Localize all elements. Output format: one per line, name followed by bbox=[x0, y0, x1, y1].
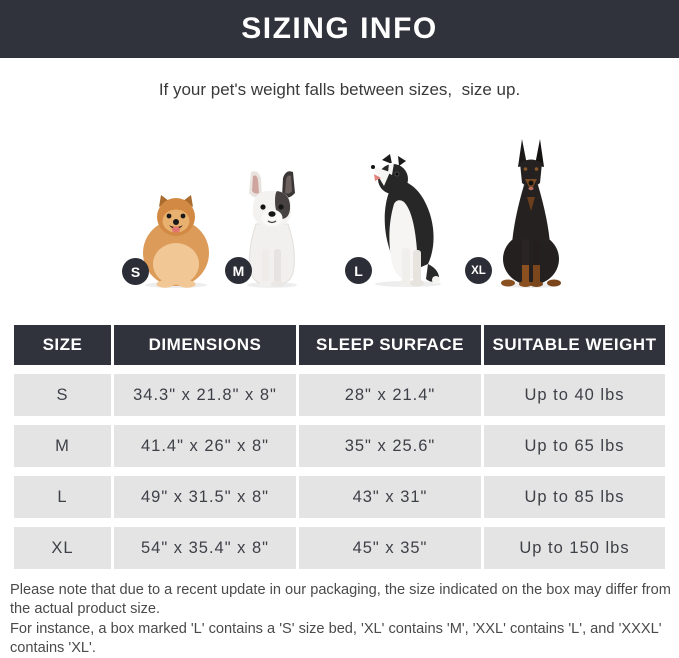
cell-size-s: S bbox=[14, 374, 111, 416]
column-header-size: SIZE bbox=[14, 325, 111, 365]
cell-dimensions-s: 34.3" x 21.8" x 8" bbox=[114, 374, 296, 416]
cell-suitable-weight-m: Up to 65 lbs bbox=[484, 425, 665, 467]
size-badge-s: S bbox=[122, 258, 149, 285]
cell-size-xl: XL bbox=[14, 527, 111, 569]
cell-dimensions-xl: 54" x 35.4" x 8" bbox=[114, 527, 296, 569]
cell-sleep-surface-xl: 45" x 35" bbox=[299, 527, 481, 569]
subtitle: If your pet's weight falls between sizes, size up. bbox=[158, 80, 521, 99]
packaging-note-line-1: Please note that due to a recent update in our packaging, the size indicated on the box may differ from the actual product size. bbox=[10, 582, 671, 618]
column-header-suitable-weight: SUITABLE WEIGHT bbox=[484, 325, 665, 365]
column-header-sleep-surface: SLEEP SURFACE bbox=[299, 325, 481, 365]
size-badge-l: L bbox=[345, 257, 372, 284]
size-badge-xl: XL bbox=[465, 257, 492, 284]
cell-sleep-surface-s: 28" x 21.4" bbox=[299, 374, 481, 416]
packaging-note bbox=[10, 581, 672, 658]
cell-suitable-weight-xl: Up to 150 lbs bbox=[484, 527, 665, 569]
dog-size-illustration bbox=[0, 0, 679, 300]
border-collie-dog-icon bbox=[366, 152, 444, 288]
packaging-note-line-2: For instance, a box marked 'L' contains a 'S' size bed, 'XL' contains 'M', 'XXL' contains 'L', and 'XXXL' contains 'XL'. bbox=[10, 620, 662, 656]
cell-dimensions-l: 49" x 31.5" x 8" bbox=[114, 476, 296, 518]
cell-sleep-surface-l: 43" x 31" bbox=[299, 476, 481, 518]
size-badge-m: M bbox=[225, 257, 252, 284]
cell-dimensions-m: 41.4" x 26" x 8" bbox=[114, 425, 296, 467]
column-header-dimensions: DIMENSIONS bbox=[114, 325, 296, 365]
cell-size-l: L bbox=[14, 476, 111, 518]
cell-sleep-surface-m: 35" x 25.6" bbox=[299, 425, 481, 467]
cell-size-m: M bbox=[14, 425, 111, 467]
doberman-dog-icon bbox=[500, 139, 562, 288]
page-title: SIZING INFO bbox=[241, 12, 438, 45]
pomeranian-dog-icon bbox=[138, 186, 214, 288]
cell-suitable-weight-l: Up to 85 lbs bbox=[484, 476, 665, 518]
size-table bbox=[14, 325, 665, 569]
cell-suitable-weight-s: Up to 40 lbs bbox=[484, 374, 665, 416]
